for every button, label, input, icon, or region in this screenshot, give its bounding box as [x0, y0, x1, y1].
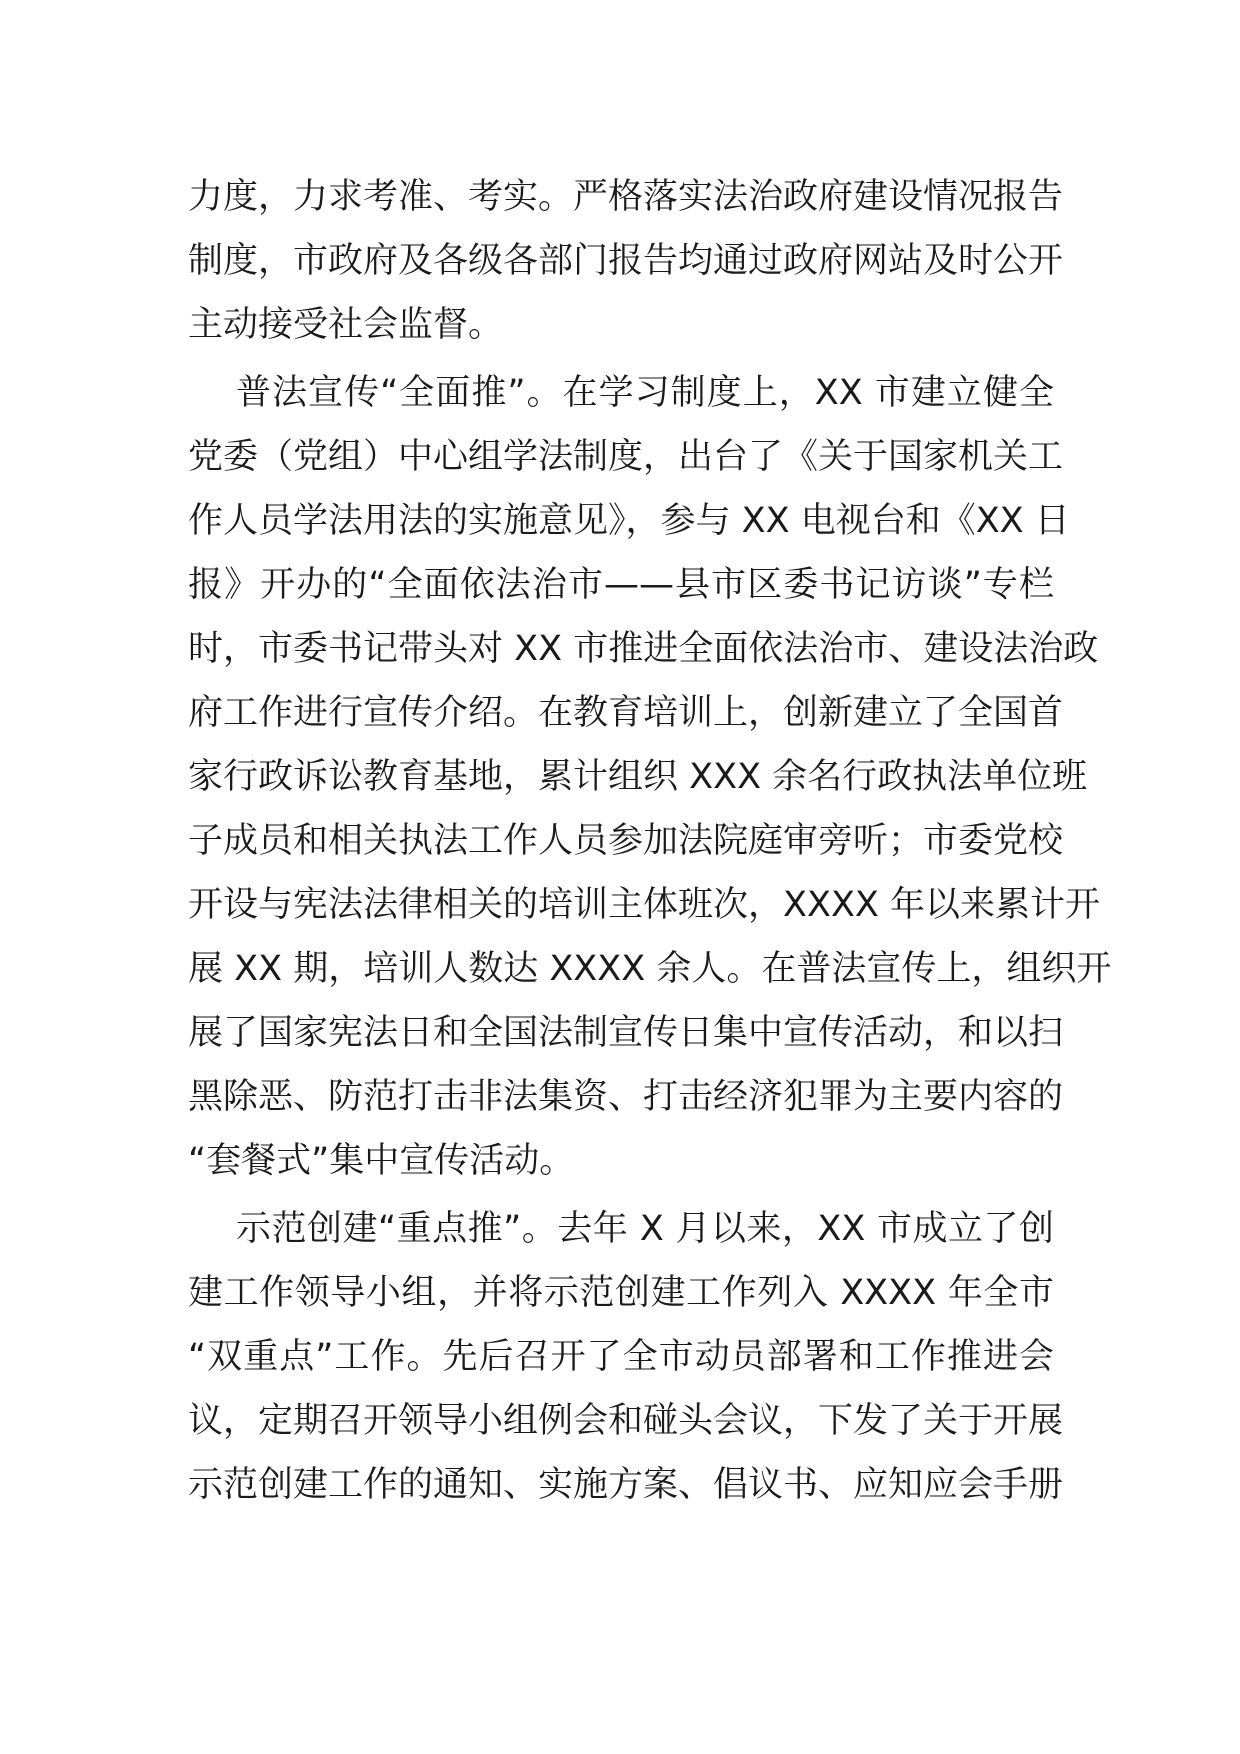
- text-line: 府工作进行宣传介绍。在教育培训上，创新建立了全国首: [188, 693, 1064, 733]
- paragraph-1: [188, 165, 1064, 357]
- text-line: “套餐式”集中宣传活动。: [188, 1141, 575, 1181]
- text-line: 建工作领导小组，并将示范创建工作列入 XXXX 年全市: [188, 1273, 1054, 1313]
- text-line: 作人员学法用法的实施意见》，参与 XX 电视台和《XX 日: [188, 501, 1070, 541]
- text-line: 子成员和相关执法工作人员参加法院庭审旁听；市委党校: [188, 821, 1064, 861]
- document-body: [188, 165, 1112, 1517]
- text-line: 力度，力求考准、考实。严格落实法治政府建设情况报告: [188, 177, 1064, 217]
- text-line: 党委（党组）中心组学法制度，出台了《关于国家机关工: [188, 437, 1064, 477]
- text-line: 报》开办的“全面依法治市——县市区委书记访谈”专栏: [188, 565, 1054, 605]
- text-line: 黑除恶、防范打击非法集资、打击经济犯罪为主要内容的: [188, 1077, 1064, 1117]
- paragraph-2: [188, 361, 1112, 1193]
- text-line: 制度，市政府及各级各部门报告均通过政府网站及时公开: [188, 241, 1064, 281]
- text-line: 时，市委书记带头对 XX 市推进全面依法治市、建设法治政: [188, 629, 1099, 669]
- text-line: 家行政诉讼教育基地，累计组织 XXX 余名行政执法单位班: [188, 757, 1088, 797]
- text-line: “双重点”工作。先后召开了全市动员部署和工作推进会: [188, 1337, 1054, 1377]
- text-line: 开设与宪法法律相关的培训主体班次，XXXX 年以来累计开: [188, 885, 1101, 925]
- text-line: 示范创建“重点推”。去年 X 月以来，XX 市成立了创: [236, 1209, 1054, 1249]
- text-line: 普法宣传“全面推”。在学习制度上，XX 市建立健全: [236, 373, 1054, 413]
- text-line: 展 XX 期，培训人数达 XXXX 余人。在普法宣传上，组织开: [188, 949, 1112, 989]
- paragraph-3: [188, 1197, 1064, 1517]
- text-line: 主动接受社会监督。: [188, 305, 504, 345]
- text-line: 议，定期召开领导小组例会和碰头会议，下发了关于开展: [188, 1401, 1064, 1441]
- text-line: 展了国家宪法日和全国法制宣传日集中宣传活动，和以扫: [188, 1013, 1064, 1053]
- text-line: 示范创建工作的通知、实施方案、倡议书、应知应会手册: [188, 1465, 1064, 1505]
